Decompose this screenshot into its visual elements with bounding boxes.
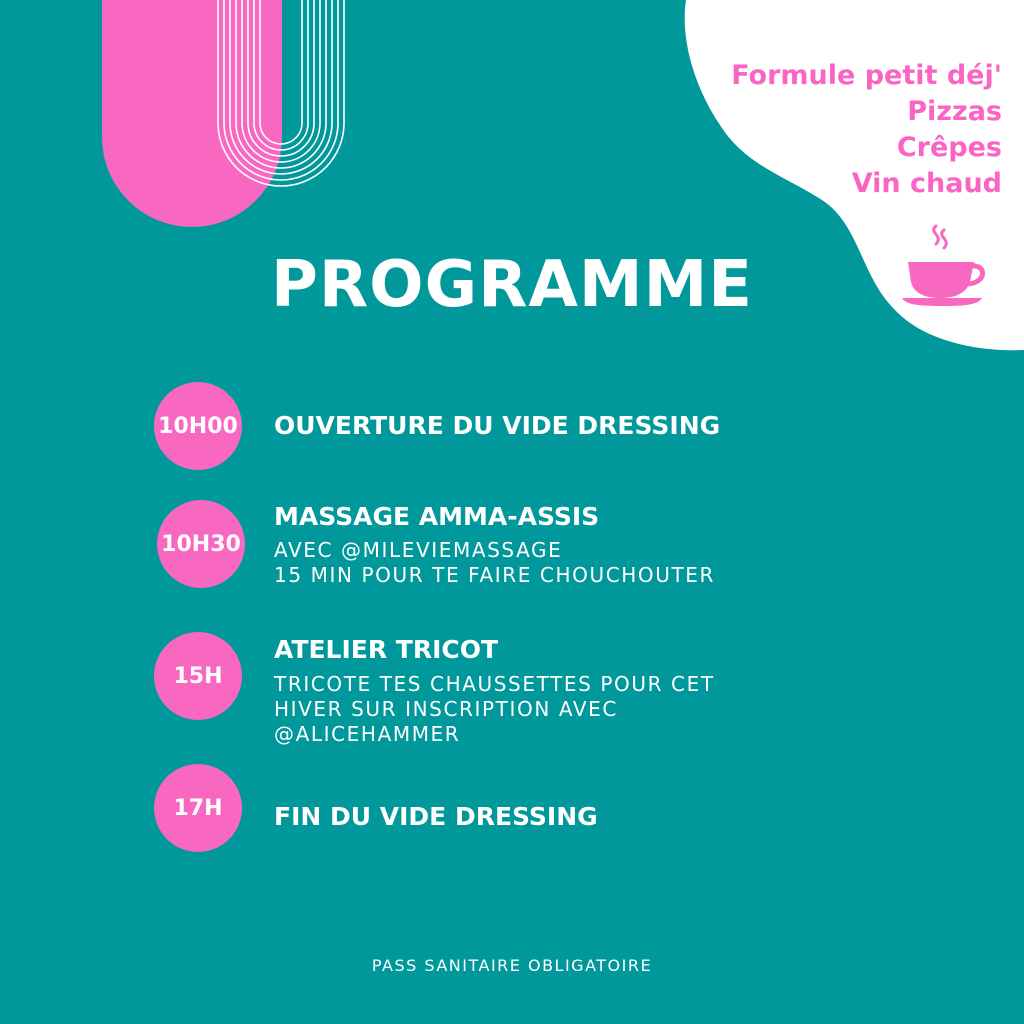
time-label: 10H00 [158, 413, 238, 439]
menu-item: Pizzas [907, 96, 1002, 127]
event-detail-line: HIVER SUR INSCRIPTION AVEC [274, 697, 618, 721]
event-detail-line: TRICOTE TES CHAUSSETTES POUR CET [274, 672, 715, 696]
time-label: 15H [173, 663, 223, 689]
menu-item: Formule petit déj' [731, 60, 1002, 91]
time-badge [157, 500, 245, 588]
pink-arch-shape [102, 0, 282, 227]
time-badge [154, 632, 242, 720]
footer-notice: PASS SANITAIRE OBLIGATOIRE [371, 956, 653, 975]
event-detail-line: AVEC @MILEVIEMASSAGE [274, 538, 563, 562]
event-title: ATELIER TRICOT [274, 635, 499, 664]
event-detail-line: @ALICEHAMMER [274, 722, 461, 746]
event-details [274, 672, 715, 747]
menu-item: Crêpes [896, 132, 1002, 163]
event-detail-line: 15 MIN POUR TE FAIRE CHOUCHOUTER [274, 563, 716, 587]
event-title: OUVERTURE DU VIDE DRESSING [274, 411, 721, 440]
time-badge [154, 764, 242, 852]
time-badge [154, 382, 242, 470]
event-title: MASSAGE AMMA-ASSIS [274, 502, 600, 531]
event-title: FIN DU VIDE DRESSING [274, 802, 598, 831]
event-details [274, 538, 715, 588]
page-title: PROGRAMME [270, 248, 754, 322]
time-label: 10H30 [161, 531, 241, 557]
menu-item: Vin chaud [851, 168, 1002, 199]
food-menu [731, 58, 1002, 202]
time-label: 17H [173, 795, 223, 821]
